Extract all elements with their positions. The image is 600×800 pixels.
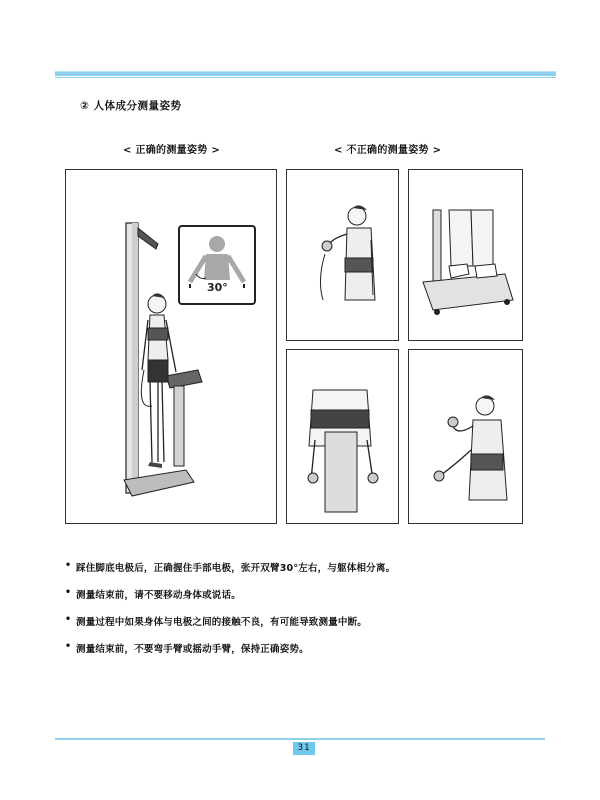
bullet-marker: • [65,614,72,625]
incorrect-posture-heading: < 不正确的测量姿势 > [334,145,442,156]
arm-angle-label: 30° [207,281,228,294]
list-item [65,560,545,587]
instruction-text: 测量过程中如果身体与电极之间的接触不良，有可能导致测量中断。 [76,617,368,628]
incorrect-posture-arm-bent [408,349,523,524]
list-item [65,614,545,641]
incorrect-posture-foot-placement [408,169,523,341]
bullet-marker: • [65,587,72,598]
incorrect-posture-arms-close [286,349,399,524]
instruction-list [65,560,545,668]
correct-posture-illustration [65,169,277,524]
page-number: 31 [293,742,315,755]
list-item [65,587,545,614]
incorrect-posture-hands-raised [286,169,399,341]
instruction-text: 测量结束前，请不要移动身体或说话。 [76,590,241,601]
list-item [65,641,545,668]
bottom-rule [55,738,545,740]
bullet-marker: • [65,560,72,571]
instruction-text: 测量结束前，不要弯手臂或摇动手臂，保持正确姿势。 [76,644,309,655]
correct-posture-heading: < 正确的测量姿势 > [123,145,221,156]
instruction-text: 踩住脚底电极后，正确握住手部电极，张开双臂30°左右，与躯体相分离。 [76,563,396,574]
bullet-marker: • [65,641,72,652]
top-rule [55,71,556,76]
section-title: ② 人体成分测量姿势 [80,100,182,112]
